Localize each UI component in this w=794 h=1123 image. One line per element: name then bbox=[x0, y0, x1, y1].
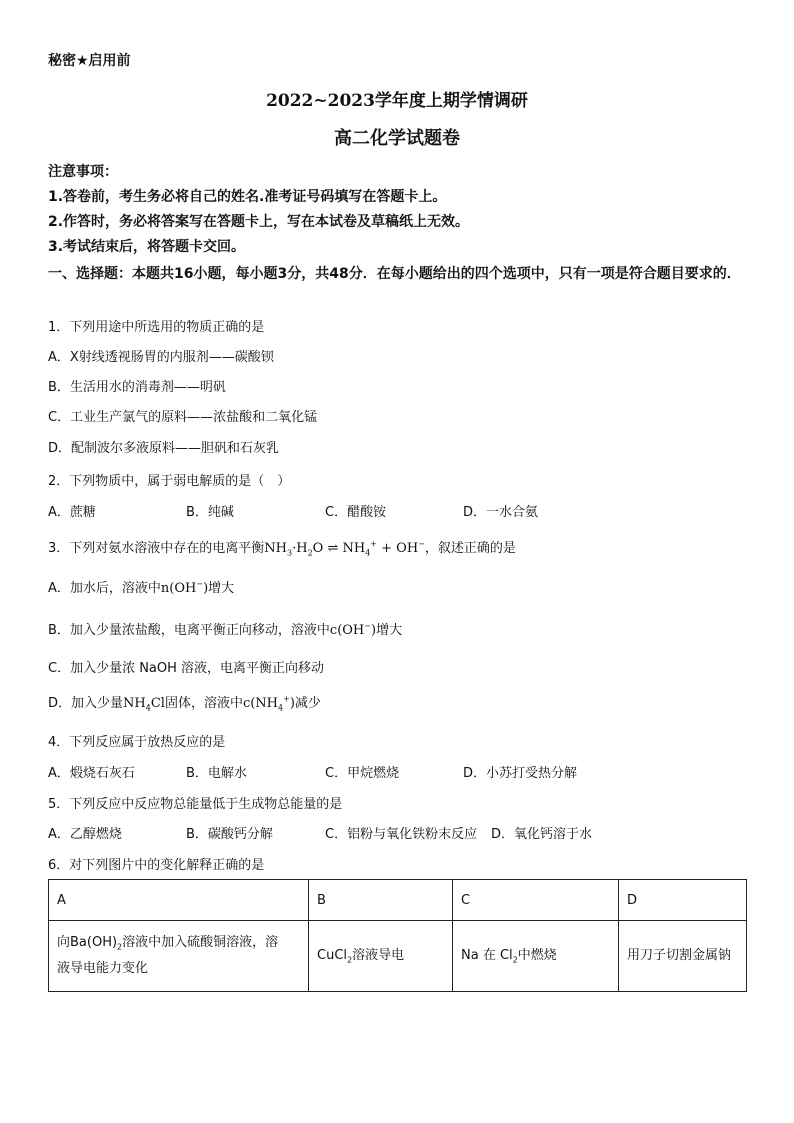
formula: $NH_4Cl$ bbox=[123, 696, 165, 713]
formula: n(OH−) bbox=[160, 579, 209, 596]
question-3-stem bbox=[48, 537, 516, 556]
cell-text: 中燃烧 bbox=[517, 948, 557, 963]
question-2-option-d: D．一水合氨 bbox=[463, 505, 539, 520]
question-5-option-d: D．氧化钙溶于水 bbox=[491, 827, 593, 842]
option-text: 增大 bbox=[376, 623, 403, 638]
question-5-option-b: B．碳酸钙分解 bbox=[186, 827, 273, 842]
cell-text: 液导电能力变化 bbox=[57, 961, 149, 976]
table-cell-a: 向$Ba(OH)_2$溶液中加入硫酸铜溶液，溶 液导电能力变化 bbox=[49, 921, 309, 992]
formula: $c(NH_4^+)$ bbox=[242, 694, 295, 713]
confidential-label: 秘密★启用前 bbox=[48, 53, 131, 69]
question-1-option-b: B．生活用水的消毒剂——明矾 bbox=[48, 380, 226, 395]
question-5-option-a: A．乙醇燃烧 bbox=[48, 827, 122, 842]
question-4-stem: 4．下列反应属于放热反应的是 bbox=[48, 735, 226, 750]
question-1-option-a: A．X射线透视肠胃的内服剂——碳酸钡 bbox=[48, 350, 274, 365]
table-header-row bbox=[49, 880, 747, 921]
question-2-stem: 2．下列物质中，属于弱电解质的是（ ） bbox=[48, 474, 291, 489]
table-header-cell: D bbox=[619, 880, 747, 921]
table-row bbox=[49, 921, 747, 992]
question-3-option-b bbox=[48, 619, 402, 638]
cell-text: 溶液导电 bbox=[352, 948, 405, 963]
question-3-option-c: C．加入少量浓 NaOH 溶液，电离平衡正向移动 bbox=[48, 661, 325, 676]
table-cell-c: Na 在 $Cl_2$中燃烧 bbox=[453, 921, 619, 992]
equilibrium-equation: $NH_3\cdot H_2O$ ⇌ $NH_4^+ + OH^-$ bbox=[264, 539, 425, 558]
question-3-option-d bbox=[48, 692, 321, 711]
question-3-option-a bbox=[48, 577, 234, 596]
table-header-cell: B bbox=[309, 880, 453, 921]
option-text: D．加入少量 bbox=[48, 696, 124, 711]
notice-item: 3.考试结束后，将答题卡交回。 bbox=[48, 239, 246, 255]
question-4-option-d: D．小苏打受热分解 bbox=[463, 766, 578, 781]
question-4-option-c: C．甲烷燃烧 bbox=[325, 766, 400, 781]
question-2-option-b: B．纯碱 bbox=[186, 505, 234, 520]
notice-item: 1.答卷前，考生务必将自己的姓名.准考证号码填写在答题卡上。 bbox=[48, 189, 447, 205]
cell-text: 向Ba(OH) bbox=[57, 935, 118, 950]
cell-text: CuCl bbox=[317, 948, 348, 963]
option-text: 固体，溶液中 bbox=[164, 696, 243, 711]
question-3-stem-text: ，叙述正确的是 bbox=[424, 541, 516, 556]
table-header-cell: C bbox=[453, 880, 619, 921]
question-6-stem: 6．对下列图片中的变化解释正确的是 bbox=[48, 858, 265, 873]
question-6-table bbox=[48, 879, 747, 992]
question-5-option-c: C．铝粉与氧化铁粉末反应 bbox=[325, 827, 478, 842]
option-text: B．加入少量浓盐酸，电离平衡正向移动，溶液中 bbox=[48, 623, 330, 638]
question-2-option-a: A．蔗糖 bbox=[48, 505, 96, 520]
question-1-option-c: C．工业生产氯气的原料——浓盐酸和二氧化锰 bbox=[48, 410, 318, 425]
table-header-cell: A bbox=[49, 880, 309, 921]
question-1-stem: 1．下列用途中所选用的物质正确的是 bbox=[48, 320, 265, 335]
question-5-stem: 5．下列反应中反应物总能量低于生成物总能量的是 bbox=[48, 797, 343, 812]
exam-subtitle: 高二化学试题卷 bbox=[334, 128, 460, 149]
section-instructions: 一、选择题：本题共16小题，每小题3分，共48分．在每小题给出的四个选项中，只有一项是符合题目要求的． bbox=[48, 266, 741, 282]
question-4-option-a: A．煅烧石灰石 bbox=[48, 766, 135, 781]
cell-text: 溶液中加入硫酸铜溶液，溶 bbox=[122, 935, 279, 950]
table-cell-d: 用刀子切割金属钠 bbox=[619, 921, 747, 992]
table-cell-b: CuCl$_2$溶液导电 bbox=[309, 921, 453, 992]
question-3-stem-text: 3．下列对氨水溶液中存在的电离平衡 bbox=[48, 541, 265, 556]
question-1-option-d: D．配制波尔多液原料——胆矾和石灰乳 bbox=[48, 441, 280, 456]
cell-text: Na 在 Cl bbox=[461, 948, 513, 963]
option-text: 减少 bbox=[294, 696, 321, 711]
option-text: 增大 bbox=[208, 581, 235, 596]
formula: c(OH−) bbox=[329, 621, 377, 638]
notice-item: 2.作答时，务必将答案写在答题卡上，写在本试卷及草稿纸上无效。 bbox=[48, 214, 470, 230]
question-4-option-b: B．电解水 bbox=[186, 766, 247, 781]
exam-title: 2022~2023学年度上期学情调研 bbox=[266, 91, 528, 111]
option-text: A．加水后，溶液中 bbox=[48, 581, 161, 596]
notice-heading: 注意事项： bbox=[48, 164, 118, 180]
question-2-option-c: C．醋酸铵 bbox=[325, 505, 387, 520]
